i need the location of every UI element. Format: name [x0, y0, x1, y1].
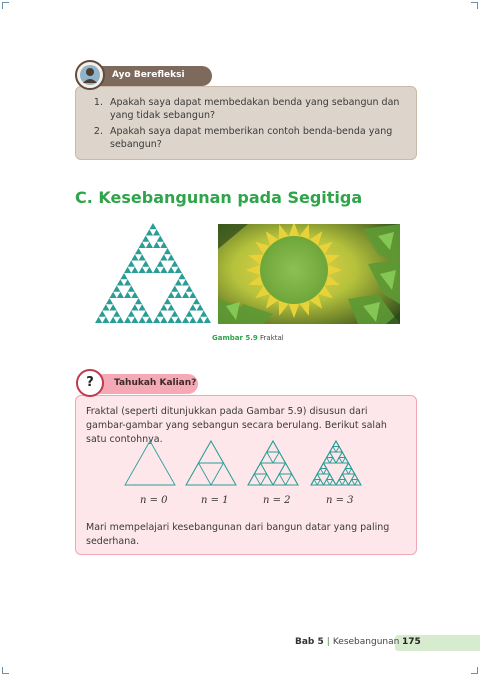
crop-mark	[2, 667, 9, 674]
section-title	[75, 188, 362, 207]
figure-caption	[212, 334, 284, 342]
sierpinski-iteration-2	[247, 440, 299, 486]
reflection-person-icon	[75, 60, 105, 90]
iteration-label: n = 3	[326, 495, 354, 506]
question-icon: ?	[76, 369, 104, 397]
iteration-label: n = 1	[201, 495, 229, 506]
reflection-box	[75, 86, 417, 160]
fractal-sun-image	[218, 224, 400, 324]
figure-label: Gambar 5.9	[212, 334, 258, 342]
footer-chapter-title: Kesebangunan	[332, 637, 400, 647]
sierpinski-triangle-image	[95, 223, 211, 323]
reflection-item: 1. Apakah saya dapat membedakan benda yang sebangun dan yang tidak sebangun?	[106, 96, 416, 122]
page-number: 175	[402, 637, 421, 647]
footer-chapter	[295, 637, 399, 647]
sierpinski-iteration-0	[124, 440, 176, 486]
crop-mark	[471, 667, 478, 674]
iteration-label: n = 0	[140, 495, 168, 506]
info-paragraph: Fraktal (seperti ditunjukkan pada Gambar 5.9) disusun dari gambar-gambar yang sebangun secara berulang. Berikut salah satu contohnya.	[86, 406, 387, 445]
footer-separator: |	[326, 637, 330, 647]
crop-mark	[2, 2, 9, 9]
figure-caption-text: Fraktal	[260, 334, 284, 342]
iteration-label: n = 2	[263, 495, 291, 506]
info-closing-paragraph: Mari mempelajari kesebangunan dari bangun datar yang paling sederhana.	[86, 522, 390, 547]
footer-chapter-number: Bab 5	[295, 637, 324, 647]
reflection-title: Ayo Berefleksi	[112, 70, 185, 80]
section-letter: C.	[75, 188, 93, 207]
sierpinski-iteration-1	[185, 440, 237, 486]
section-heading: Kesebangunan pada Segitiga	[98, 188, 363, 207]
sierpinski-iteration-3	[310, 440, 362, 486]
reflection-list	[76, 96, 416, 151]
info-title: Tahukah Kalian?	[114, 378, 197, 388]
reflection-item: 2. Apakah saya dapat memberikan contoh benda-benda yang sebangun?	[106, 125, 416, 151]
crop-mark	[471, 2, 478, 9]
